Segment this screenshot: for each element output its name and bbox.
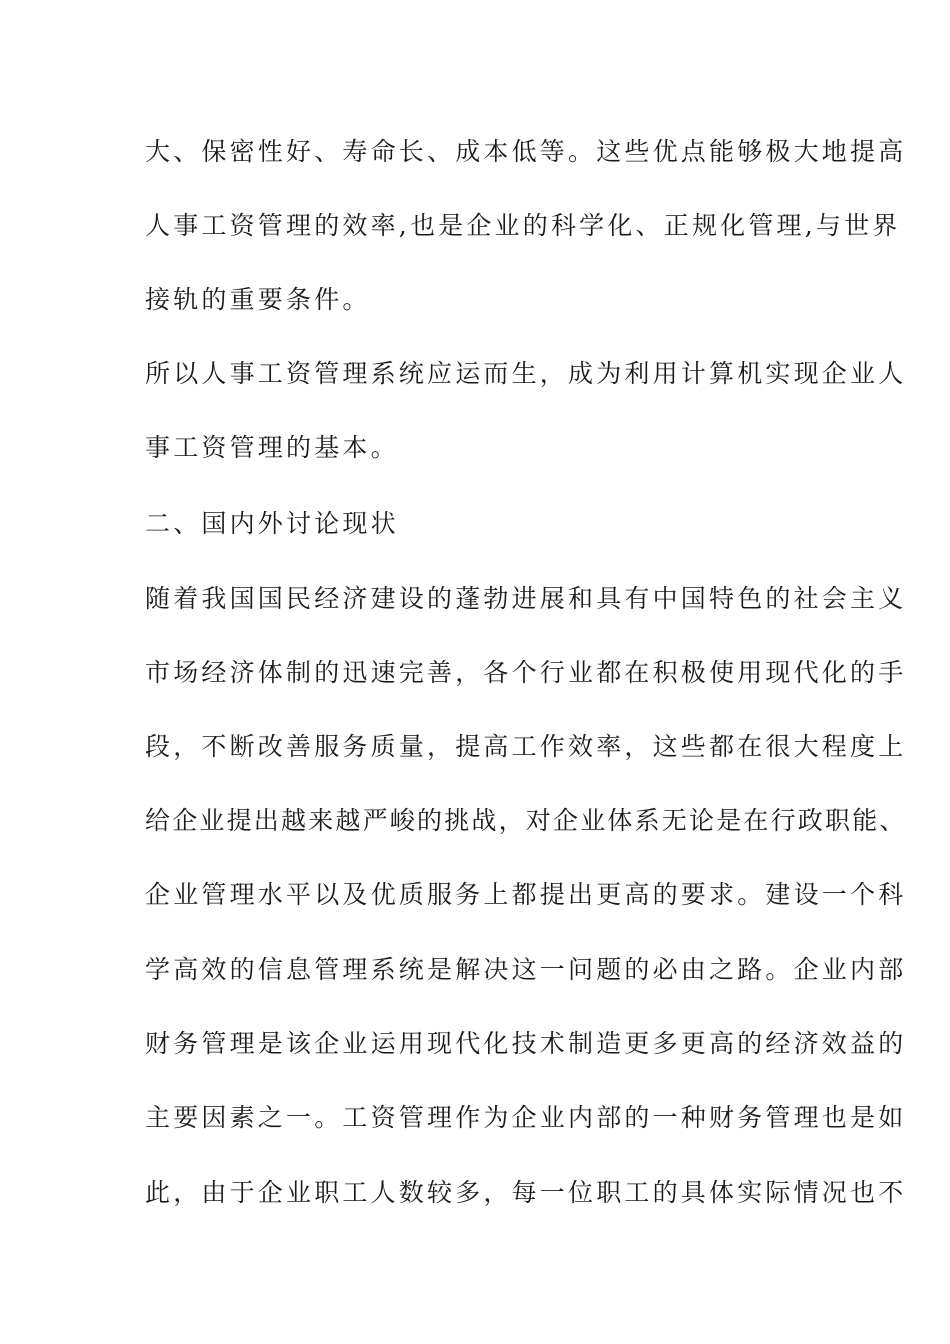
paragraph-line: 事工资管理的基本。 [145, 433, 399, 462]
section-heading: 二、国内外讨论现状 [145, 509, 399, 538]
paragraph-line: 接轨的重要条件。 [145, 285, 371, 314]
paragraph-line: 财务管理是该企业运用现代化技术制造更多更高的经济效益的 [145, 1029, 907, 1058]
paragraph-line: 大、保密性好、寿命长、成本低等。这些优点能够极大地提高 [145, 137, 907, 166]
paragraph-line: 随着我国国民经济建设的蓬勃进展和具有中国特色的社会主义 [145, 584, 907, 613]
paragraph-line: 学高效的信息管理系统是解决这一问题的必由之路。企业内部 [145, 955, 907, 984]
paragraph-line: 人事工资管理的效率,也是企业的科学化、正规化管理,与世界 [145, 211, 901, 240]
paragraph-line: 市场经济体制的迅速完善，各个行业都在积极使用现代化的手 [145, 658, 907, 687]
paragraph-line: 给企业提出越来越严峻的挑战，对企业体系无论是在行政职能、 [145, 806, 907, 835]
paragraph-line: 企业管理水平以及优质服务上都提出更高的要求。建设一个科 [145, 880, 907, 909]
paragraph-line: 主要因素之一。工资管理作为企业内部的一种财务管理也是如 [145, 1103, 907, 1132]
paragraph-line: 所以人事工资管理系统应运而生，成为利用计算机实现企业人 [145, 359, 907, 388]
paragraph-line: 此，由于企业职工人数较多，每一位职工的具体实际情况也不 [145, 1178, 907, 1207]
paragraph-line: 段，不断改善服务质量，提高工作效率，这些都在很大程度上 [145, 732, 907, 761]
